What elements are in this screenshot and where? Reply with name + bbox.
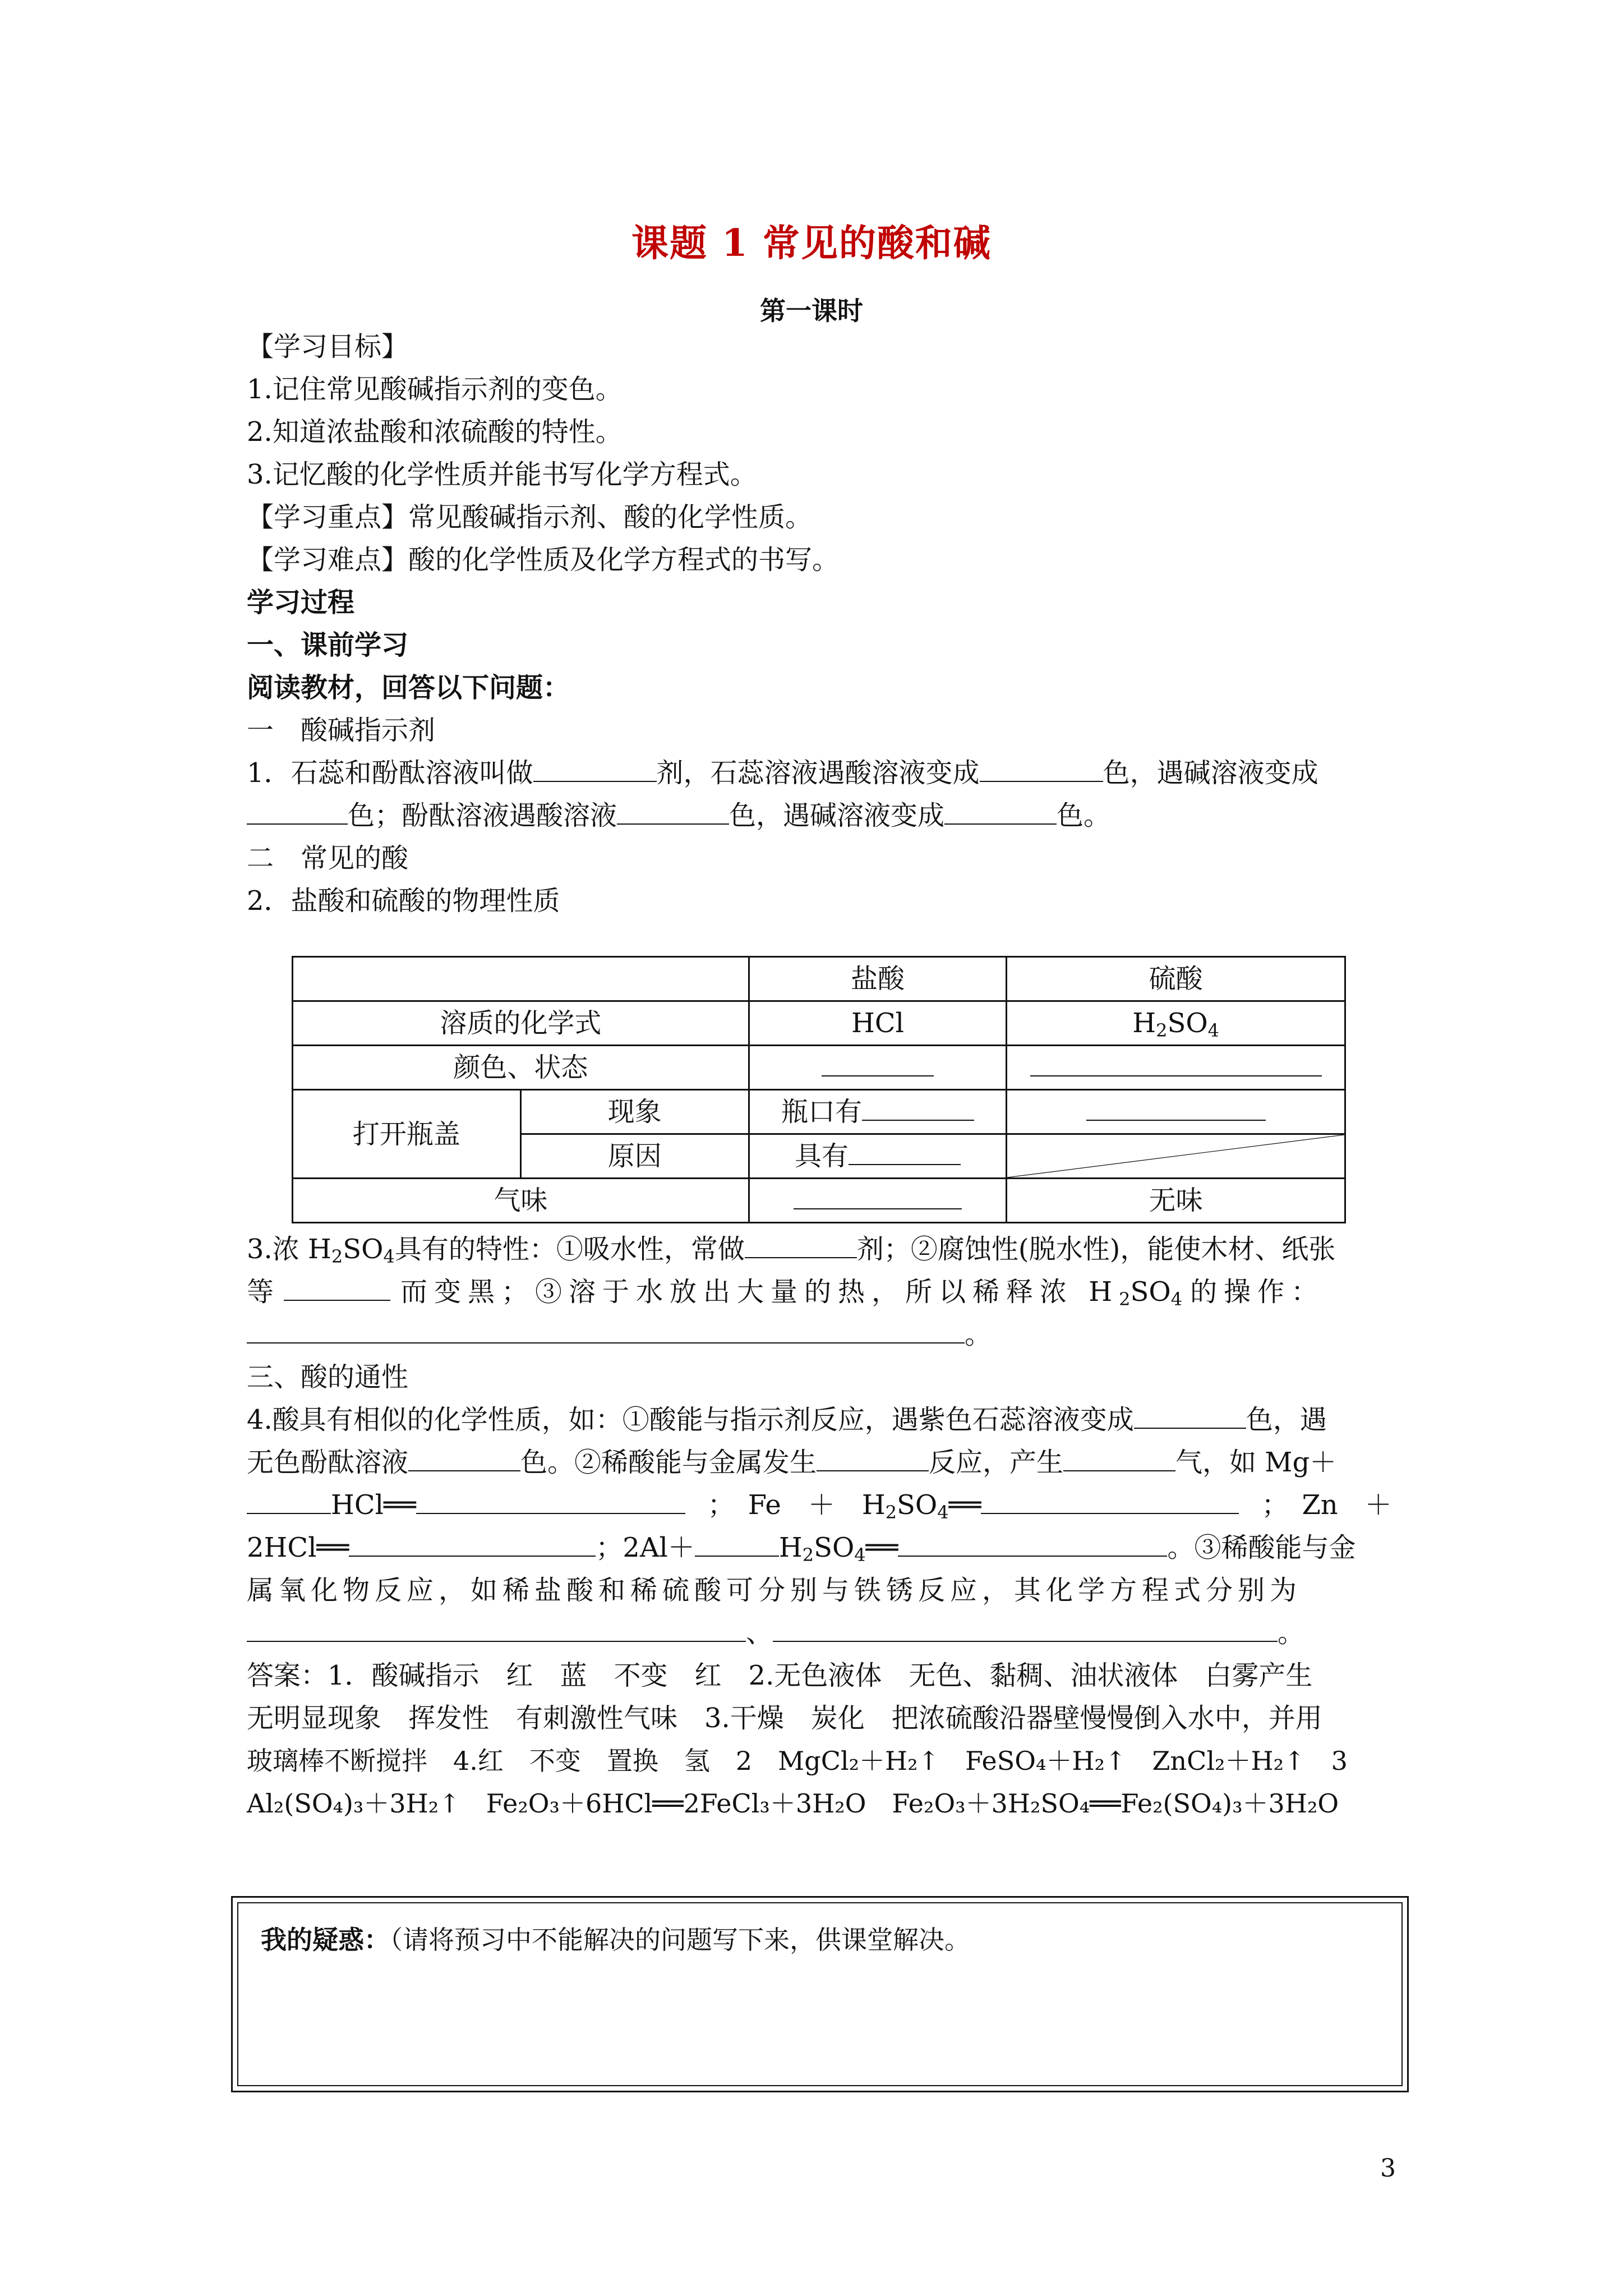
table-group-label: 打开瓶盖 [293,1090,521,1179]
diagonal-line [1007,1135,1344,1177]
question-2: 2．盐酸和硫酸的物理性质 [247,885,560,917]
part2-header: 二 常见的酸 [247,843,409,874]
answer-blank[interactable] [773,1615,1278,1642]
answer-blank[interactable] [817,1444,929,1471]
table-row [293,1179,1345,1223]
table-cell: 瓶口有 [749,1090,1007,1134]
answer-blank[interactable] [408,1444,520,1471]
answer-blank[interactable] [247,798,348,825]
answer-blank[interactable] [533,755,657,782]
table-cell [749,1046,1007,1090]
part1-header: 一 酸碱指示剂 [247,715,436,746]
answer-blank[interactable] [1030,1053,1322,1076]
table-row-label: 颜色、状态 [293,1046,749,1090]
objectives-header: 【学习目标】 [247,331,409,362]
objective-item: 3.记忆酸的化学性质并能书写化学方程式。 [247,459,757,490]
document-body [247,325,1394,1825]
q1-text: 1．石蕊和酚酞溶液叫做 [247,757,533,789]
answer-blank[interactable] [1063,1444,1175,1471]
reading-prompt: 阅读教材，回答以下问题： [247,672,570,703]
table-row-label: 气味 [293,1179,749,1223]
answer-blank[interactable] [247,1487,331,1514]
table-row-label: 现象 [520,1090,749,1134]
question-1-line-1 [247,752,1394,794]
table-cell: 具有 [749,1134,1007,1179]
question-1-line-2 [247,794,1394,837]
section1-header: 一、课前学习 [247,629,409,661]
answer-line: Al₂(SO₄)₃＋3H₂↑ Fe₂O₃＋6HCl══2FeCl₃＋3H₂O Fe₂O₃＋3H₂SO₄══Fe₂(SO₄)₃＋3H₂O [247,1788,1339,1819]
objective-item: 2.知道浓盐酸和浓硫酸的特性。 [247,416,623,448]
page-title: 课题 1 常见的酸和碱 [631,221,992,265]
answer-blank[interactable] [284,1274,390,1301]
part3-header: 三、酸的通性 [247,1361,409,1393]
table-cell [749,1179,1007,1223]
question-4-line-5: 属氧化物反应，如稀盐酸和稀硫酸可分别与铁锈反应，其化学方程式分别为 [247,1575,1302,1606]
page-subtitle: 第一课时 [760,296,863,326]
answer-blank[interactable] [247,1615,746,1642]
question-3-line-3: 。 [247,1313,1394,1356]
table-row [293,1046,1345,1090]
answer-blank[interactable] [416,1487,685,1514]
acid-properties-table [292,956,1346,1223]
doubt-writing-area[interactable] [237,1902,1403,2086]
question-3-line-1: 3.浓 $H_2SO_4$具有的特性：①吸水性，常做 剂；②腐蚀性(脱水性)，能使木材、纸张 [247,1228,1394,1271]
answer-blank[interactable] [695,1530,779,1557]
table-row [293,957,1345,1001]
answer-blank[interactable] [981,1487,1239,1514]
table-row-label: 溶质的化学式 [293,1001,749,1046]
question-4-line-4: 2HCl══ ；$2Al+ H_2SO_4══$ 。③稀酸能与金 [247,1526,1394,1569]
table-header-h2so4: 硫酸 [1007,957,1345,1001]
answer-blank[interactable] [247,1317,965,1343]
answer-blank[interactable] [617,798,729,825]
table-row [293,1001,1345,1046]
question-3-line-2: 等 而变黑；③溶于水放出大量的热，所以稀释浓 $H_2SO_4$ 的操作： [247,1271,1394,1313]
answer-blank[interactable] [944,798,1057,825]
table-header-empty [293,957,749,1001]
question-4-line-3: HCl══ ； Fe ＋ $H_2SO_4══$ ； Zn ＋ [247,1484,1394,1526]
table-row-label: 原因 [520,1134,749,1179]
table-cell [1007,1046,1345,1090]
objective-item: 1.记住常见酸碱指示剂的变色。 [247,374,623,405]
answer-blank[interactable] [898,1530,1167,1557]
question-4-line-1: 4.酸具有相似的化学性质，如：①酸能与指示剂反应，遇紫色石蕊溶液变成 色，遇 [247,1398,1394,1441]
answer-key [247,1654,1394,1825]
table-cell: HCl [749,1001,1007,1046]
q1-text: 色，遇碱溶液变成 [1103,757,1318,789]
q1-text: 剂，石蕊溶液遇酸溶液变成 [656,757,980,789]
answer-line: 答案：1．酸碱指示 红 蓝 不变 红 2.无色液体 无色、黏稠、油状液体 白雾产生 [247,1660,1313,1691]
difficulty: 【学习难点】酸的化学性质及化学方程式的书写。 [247,544,840,576]
table-cell-crossed [1007,1134,1345,1179]
table-cell: $H_2SO_4$ [1007,1001,1345,1046]
answer-blank[interactable] [794,1186,962,1209]
doubt-label: 我的疑惑： [261,1925,390,1955]
answer-line: 玻璃棒不断搅拌 4.红 不变 置换 氢 2 MgCl₂＋H₂↑ FeSO₄＋H₂↑ ZnCl₂＋H₂↑ 3 [247,1746,1348,1776]
table-cell [1007,1090,1345,1134]
answer-line: 无明显现象 挥发性 有刺激性气味 3.干燥 炭化 把浓硫酸沿器壁慢慢倒入水中，并用 [247,1703,1322,1734]
question-4-line-6: 、 。 [247,1612,1394,1654]
question-4-line-2: 无色酚酞溶液 色。②稀酸能与金属发生 反应，产生 气，如 Mg＋ [247,1441,1394,1484]
q1-text: 色，遇碱溶液变成 [729,800,945,831]
q1-text: 色。 [1057,800,1111,831]
table-row [293,1090,1345,1134]
answer-blank[interactable] [822,1053,934,1076]
answer-blank[interactable] [849,1142,961,1165]
table-cell: 无味 [1007,1179,1345,1223]
doubt-box [231,1896,1409,2092]
answer-blank[interactable] [862,1097,974,1121]
doubt-instruction: （请将预习中不能解决的问题写下来，供课堂解决。 [390,1925,970,1955]
answer-blank[interactable] [1086,1097,1266,1121]
table-header-hcl: 盐酸 [749,957,1007,1001]
answer-blank[interactable] [349,1530,596,1557]
q1-text: 色；酚酞溶液遇酸溶液 [348,800,617,831]
page-number: 3 [1380,2154,1396,2183]
process-header: 学习过程 [247,587,355,618]
answer-blank[interactable] [980,755,1103,782]
answer-blank[interactable] [1134,1402,1246,1429]
key-point: 【学习重点】常见酸碱指示剂、酸的化学性质。 [247,501,813,533]
answer-blank[interactable] [745,1231,857,1258]
